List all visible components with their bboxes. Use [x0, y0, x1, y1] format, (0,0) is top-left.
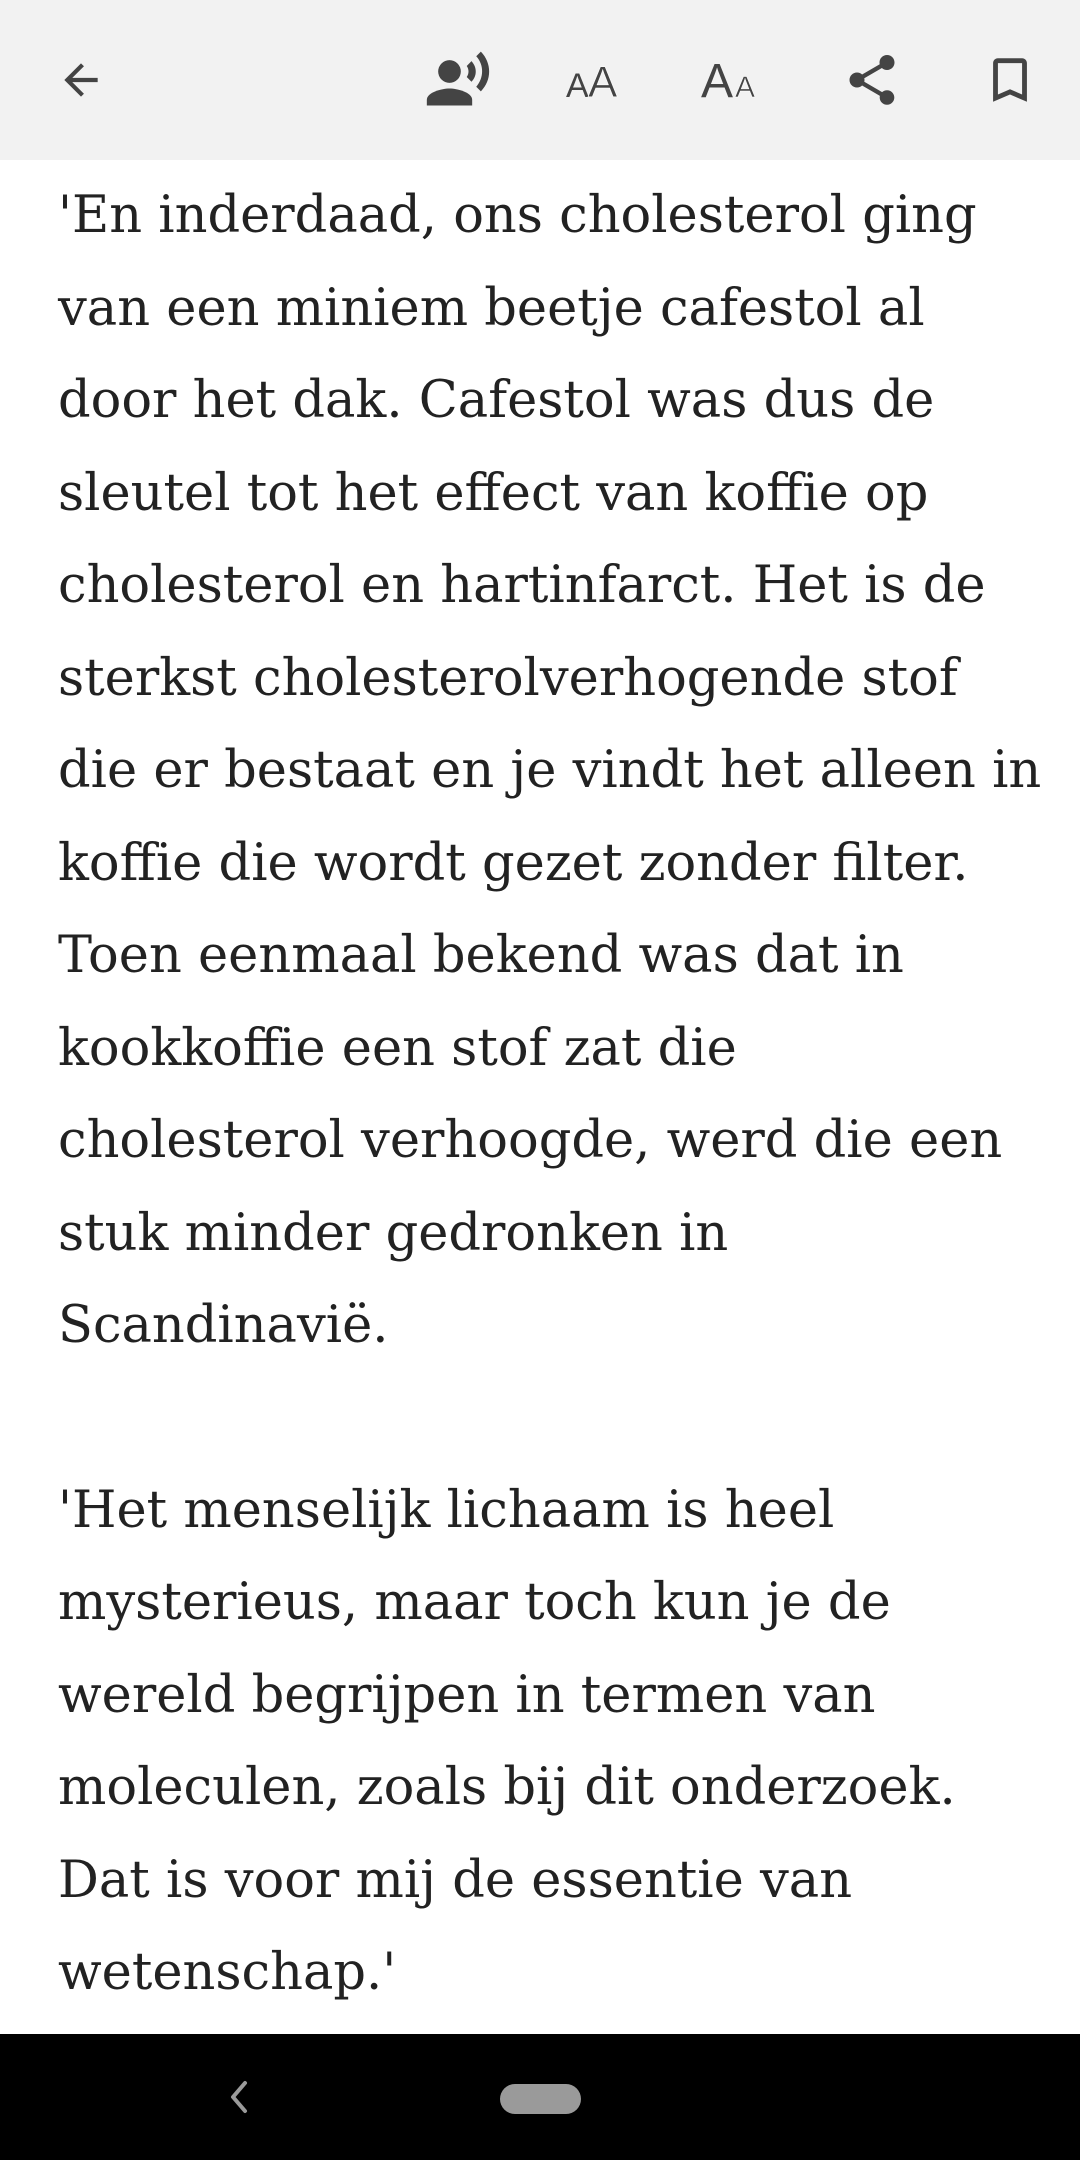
- text-line: van een miniem beetje cafestol al: [58, 278, 925, 338]
- text-line: mysterieus, maar toch kun je de: [58, 1573, 891, 1632]
- text-to-speech-icon: [424, 46, 492, 114]
- text-line: moleculen, zoals bij dit onderzoek.: [58, 1758, 956, 1817]
- font-size-decrease-icon: [564, 55, 628, 105]
- text-line: door het dak. Cafestol was dus de: [58, 371, 935, 430]
- text-line: kookkoffie een stof zat die: [58, 1018, 737, 1078]
- increase-font-button[interactable]: [694, 40, 774, 120]
- text-line: stuk minder gedronken in: [58, 1203, 729, 1263]
- font-size-increase-icon: [701, 55, 767, 105]
- arrow-back-icon: [56, 55, 106, 105]
- text-line: sleutel tot het effect van koffie op: [58, 463, 929, 523]
- text-line: Toen eenmaal bekend was dat in: [58, 926, 904, 985]
- article-body: [58, 170, 1042, 2020]
- share-button[interactable]: [832, 40, 912, 120]
- svg-text:A: A: [735, 71, 756, 104]
- decrease-font-button[interactable]: [556, 40, 636, 120]
- text-line: sterkst cholesterolverhogende stof: [58, 648, 958, 708]
- text-line: koffie die wordt gezet zonder filter.: [58, 833, 969, 893]
- text-line: Scandinavië.: [58, 1296, 389, 1355]
- text-line: cholesterol en hartinfarct. Het is de: [58, 556, 986, 615]
- svg-text:A: A: [566, 67, 589, 105]
- article-paragraph: [58, 170, 1042, 1373]
- system-back-button[interactable]: [210, 2067, 270, 2127]
- svg-text:A: A: [588, 58, 618, 105]
- svg-text:A: A: [701, 55, 734, 105]
- text-line: wetenschap.': [58, 1943, 397, 2002]
- share-icon: [842, 50, 902, 110]
- read-aloud-button[interactable]: [418, 40, 498, 120]
- text-line: Dat is voor mij de essentie van: [58, 1850, 853, 1910]
- text-line: die er bestaat en je vindt het alleen in: [58, 741, 1042, 800]
- bookmark-button[interactable]: [970, 40, 1050, 120]
- nav-back-chevron-icon: [225, 2077, 255, 2117]
- article-paragraph: [58, 1465, 1038, 2020]
- text-line: cholesterol verhoogde, werd die een: [58, 1111, 1003, 1170]
- text-line: 'Het menselijk lichaam is heel: [58, 1480, 835, 1540]
- system-navigation-bar: [0, 2034, 1080, 2160]
- text-line: 'En inderdaad, ons cholesterol ging: [58, 186, 977, 245]
- home-pill-icon[interactable]: [500, 2084, 581, 2114]
- text-line: wereld begrijpen in termen van: [58, 1665, 876, 1725]
- back-button[interactable]: [41, 40, 121, 120]
- reader-toolbar: [0, 0, 1080, 160]
- bookmark-icon: [981, 51, 1039, 109]
